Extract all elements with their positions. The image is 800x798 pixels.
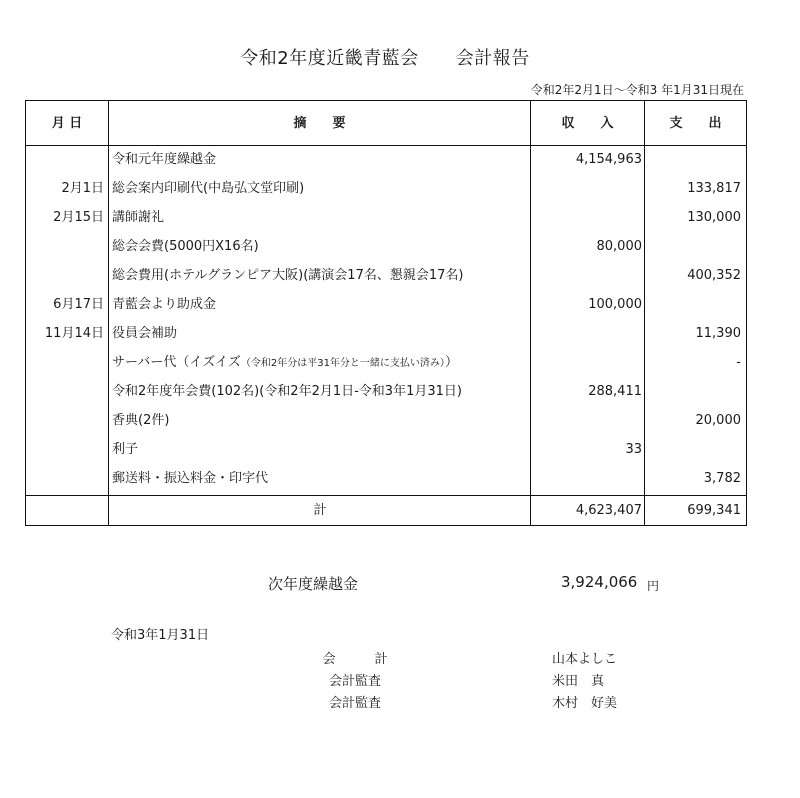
row-income	[531, 348, 642, 377]
header-income: 収 入	[561, 116, 614, 131]
carryover-label: 次年度繰越金	[268, 575, 359, 593]
row-expense: 20,000	[695, 413, 741, 428]
row-description-note: （令和2年分は平31年分と一緒に支払い済み）	[240, 358, 445, 369]
row-date: 2月15日	[53, 210, 104, 225]
row-description: 総会費用(ホテルグランピア大阪)(講演会17名、懇親会17名)	[112, 268, 464, 283]
row-description: 役員会補助	[112, 326, 178, 341]
table-row	[26, 261, 746, 290]
row-expense: 3,782	[703, 471, 741, 486]
total-expense: 699,341	[687, 503, 741, 518]
row-expense	[646, 290, 741, 319]
row-description: 令和2年度年会費(102名)(令和2年2月1日-令和3年1月31日)	[112, 384, 462, 399]
row-income: 4,154,963	[575, 152, 642, 167]
row-expense	[646, 377, 741, 406]
table-row	[26, 435, 746, 464]
row-income	[531, 174, 642, 203]
row-date	[26, 348, 104, 377]
row-date	[26, 435, 104, 464]
row-date	[26, 464, 104, 493]
report-period: 令和2年2月1日〜令和3 年1月31日現在	[530, 83, 744, 97]
row-date: 2月1日	[61, 181, 104, 196]
row-expense	[646, 232, 741, 261]
row-description: 香典(2件)	[112, 413, 170, 428]
row-description: 総会会費(5000円X16名)	[112, 239, 259, 254]
row-expense: 400,352	[687, 268, 741, 283]
table-row	[26, 290, 746, 319]
row-income	[531, 261, 642, 290]
total-row	[26, 496, 746, 525]
header-date: 月 日	[51, 116, 83, 131]
row-date	[26, 145, 104, 174]
row-description: 利子	[112, 442, 139, 457]
row-date	[26, 406, 104, 435]
row-income: 80,000	[596, 239, 642, 254]
row-income: 288,411	[588, 384, 642, 399]
row-income: 33	[625, 442, 642, 457]
row-description: 講師謝礼	[112, 210, 165, 225]
row-date	[26, 232, 104, 261]
carryover-value: 3,924,066	[561, 573, 638, 591]
carryover-unit: 円	[647, 579, 660, 593]
row-date	[26, 261, 104, 290]
row-expense	[646, 145, 741, 174]
table-row	[26, 377, 746, 406]
signature-role: 会計監査	[328, 674, 381, 689]
table-row	[26, 145, 746, 174]
row-description: 令和元年度繰越金	[112, 152, 217, 167]
ledger-table	[25, 100, 747, 526]
signature-name: 米田 真	[552, 674, 605, 689]
row-date	[26, 377, 104, 406]
row-expense	[646, 435, 741, 464]
signature-name: 山本よしこ	[552, 652, 618, 667]
row-description: 総会案内印刷代(中島弘文堂印刷)	[112, 181, 305, 196]
signature-name: 木村 好美	[552, 696, 618, 711]
table-row	[26, 203, 746, 232]
header-expense: 支 出	[669, 116, 722, 131]
row-income	[531, 203, 642, 232]
header-description: 摘 要	[293, 116, 346, 131]
table-row	[26, 232, 746, 261]
row-date: 6月17日	[53, 297, 104, 312]
total-income: 4,623,407	[575, 503, 642, 518]
table-row	[26, 319, 746, 348]
row-date: 11月14日	[44, 326, 104, 341]
table-row	[26, 406, 746, 435]
table-row	[26, 174, 746, 203]
document-title: 令和2年度近畿青藍会 会計報告	[240, 48, 530, 69]
row-expense: 130,000	[687, 210, 741, 225]
row-description: 郵送料・振込料金・印字代	[112, 471, 269, 486]
row-description: 青藍会より助成金	[112, 297, 217, 312]
table-row	[26, 348, 746, 377]
row-description: サーバー代（イズイズ（令和2年分は平31年分と一緒に支払い済み））	[112, 355, 458, 370]
row-income: 100,000	[588, 297, 642, 312]
row-income	[531, 464, 642, 493]
signoff-date: 令和3年1月31日	[111, 628, 210, 643]
row-expense: 11,390	[695, 326, 741, 341]
row-income	[531, 406, 642, 435]
row-income	[531, 319, 642, 348]
table-row	[26, 464, 746, 493]
row-expense: 133,817	[687, 181, 741, 196]
total-label: 計	[313, 503, 327, 518]
signature-role: 会 計	[322, 652, 388, 667]
signature-role: 会計監査	[328, 696, 381, 711]
row-expense: -	[736, 355, 741, 370]
